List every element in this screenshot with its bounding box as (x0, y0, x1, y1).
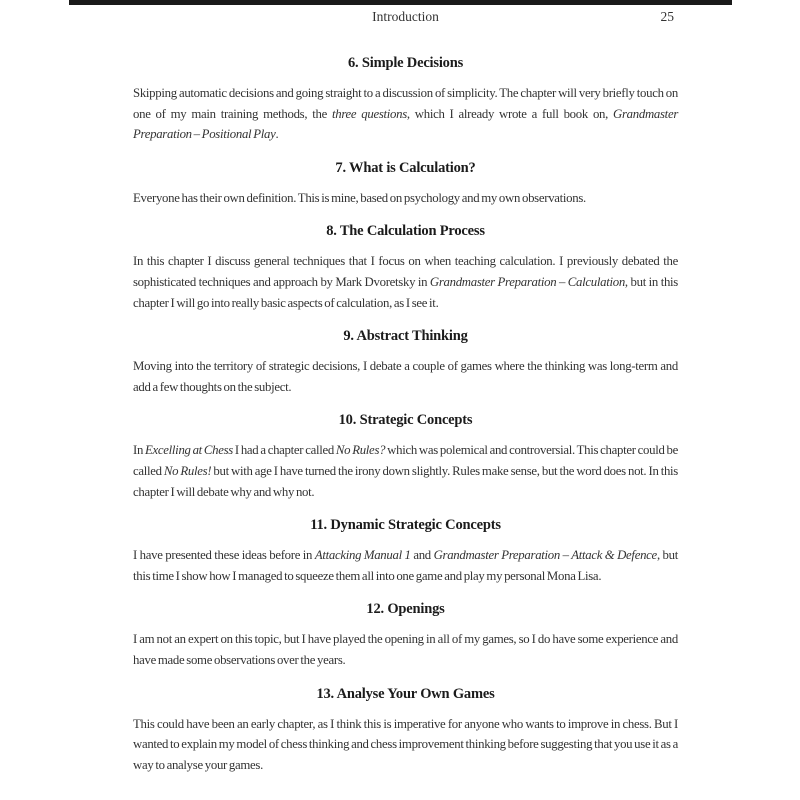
text-run: . (275, 127, 279, 142)
section-paragraph (133, 714, 678, 776)
chapter-section (133, 684, 678, 776)
text-run: In (133, 443, 146, 458)
section-heading: 11. Dynamic Strategic Concepts (310, 517, 501, 534)
text-run-italic: Attacking Manual 1 (314, 548, 411, 563)
text-run: Moving into the territory of strategic decisions, I debate a couple of games where the thinking was long-term and add a few thoughts on the subject. (133, 359, 678, 394)
chapter-section (133, 158, 678, 209)
text-run: Everyone has their own definition. This is mine, based on psychology and my own observations. (133, 190, 586, 205)
text-run-italic: No Rules? (335, 443, 386, 458)
chapter-section (133, 326, 678, 397)
chapter-section (133, 53, 678, 145)
text-run: but with age I have turned the irony down slightly. Rules make sense, but the word does not. In this chapter I will debate why and why not. (133, 463, 678, 499)
section-paragraph (133, 188, 678, 209)
section-heading: 13. Analyse Your Own Games (316, 685, 495, 702)
text-run: and (410, 548, 434, 563)
section-paragraph (133, 440, 678, 502)
page-number: 25 (660, 9, 674, 24)
text-run-italic: Grandmaster Preparation – Calculation (429, 274, 625, 289)
text-run: I have presented these ideas before in (133, 548, 315, 563)
section-heading: 10. Strategic Concepts (338, 412, 473, 429)
text-run: which was polemical and controversial. This chapter could be called (133, 443, 678, 478)
text-run: In this chapter I discuss general techniques that I focus on when teaching calculation. I previously debated the sophisticated techniques and approach by Mark Dvoretsky in (133, 254, 678, 289)
section-paragraph (133, 83, 678, 145)
chapter-section (133, 599, 678, 670)
chapter-section (133, 221, 678, 313)
section-paragraph (133, 251, 678, 313)
text-run-italic: Grandmaster Preparation – Attack & Defence (433, 548, 657, 563)
section-heading: 8. The Calculation Process (326, 223, 485, 240)
section-heading: 6. Simple Decisions (347, 55, 464, 71)
text-run: , which I already wrote a full book on, (406, 106, 614, 121)
section-paragraph (133, 629, 678, 670)
text-run-italic: No Rules! (163, 463, 212, 478)
text-run-italic: three questions (331, 106, 407, 121)
chapter-section (133, 515, 678, 586)
section-paragraph (133, 545, 678, 586)
section-heading: 7. What is Calculation? (335, 159, 476, 176)
chapter-section (133, 410, 678, 502)
running-head-title: Introduction (372, 9, 439, 24)
page-header (133, 9, 678, 30)
text-run: Skipping automatic decisions and going straight to a discussion of simplicity. The chapter will very briefly touch on one of my main training methods, the (133, 86, 678, 121)
text-run: This could have been an early chapter, as I think this is imperative for anyone who wants to improve in chess. But I wanted to explain my model of chess thinking and chess improvement thinking before suggesting that you use it as a way to analyse your games. (133, 716, 678, 772)
section-heading: 12. Openings (366, 601, 445, 618)
page-content (133, 0, 678, 775)
section-heading: 9. Abstract Thinking (343, 328, 468, 345)
text-run: , but this time I show how I managed to squeeze them all into one game and play my personal Mona Lisa. (133, 548, 678, 583)
text-run: I had a chapter called (232, 443, 336, 458)
text-run-italic: Excelling at Chess (145, 443, 233, 458)
text-run: , but in this chapter I will go into really basic aspects of calculation, as I see it. (133, 274, 678, 310)
sections-container (133, 53, 678, 775)
page-top-rule (69, 0, 732, 5)
text-run: I am not an expert on this topic, but I have played the opening in all of my games, so I do have some experience and have made some observations over the years. (133, 632, 678, 667)
section-paragraph (133, 356, 678, 397)
text-run-italic: Grandmaster Preparation – Positional Play (133, 106, 678, 142)
